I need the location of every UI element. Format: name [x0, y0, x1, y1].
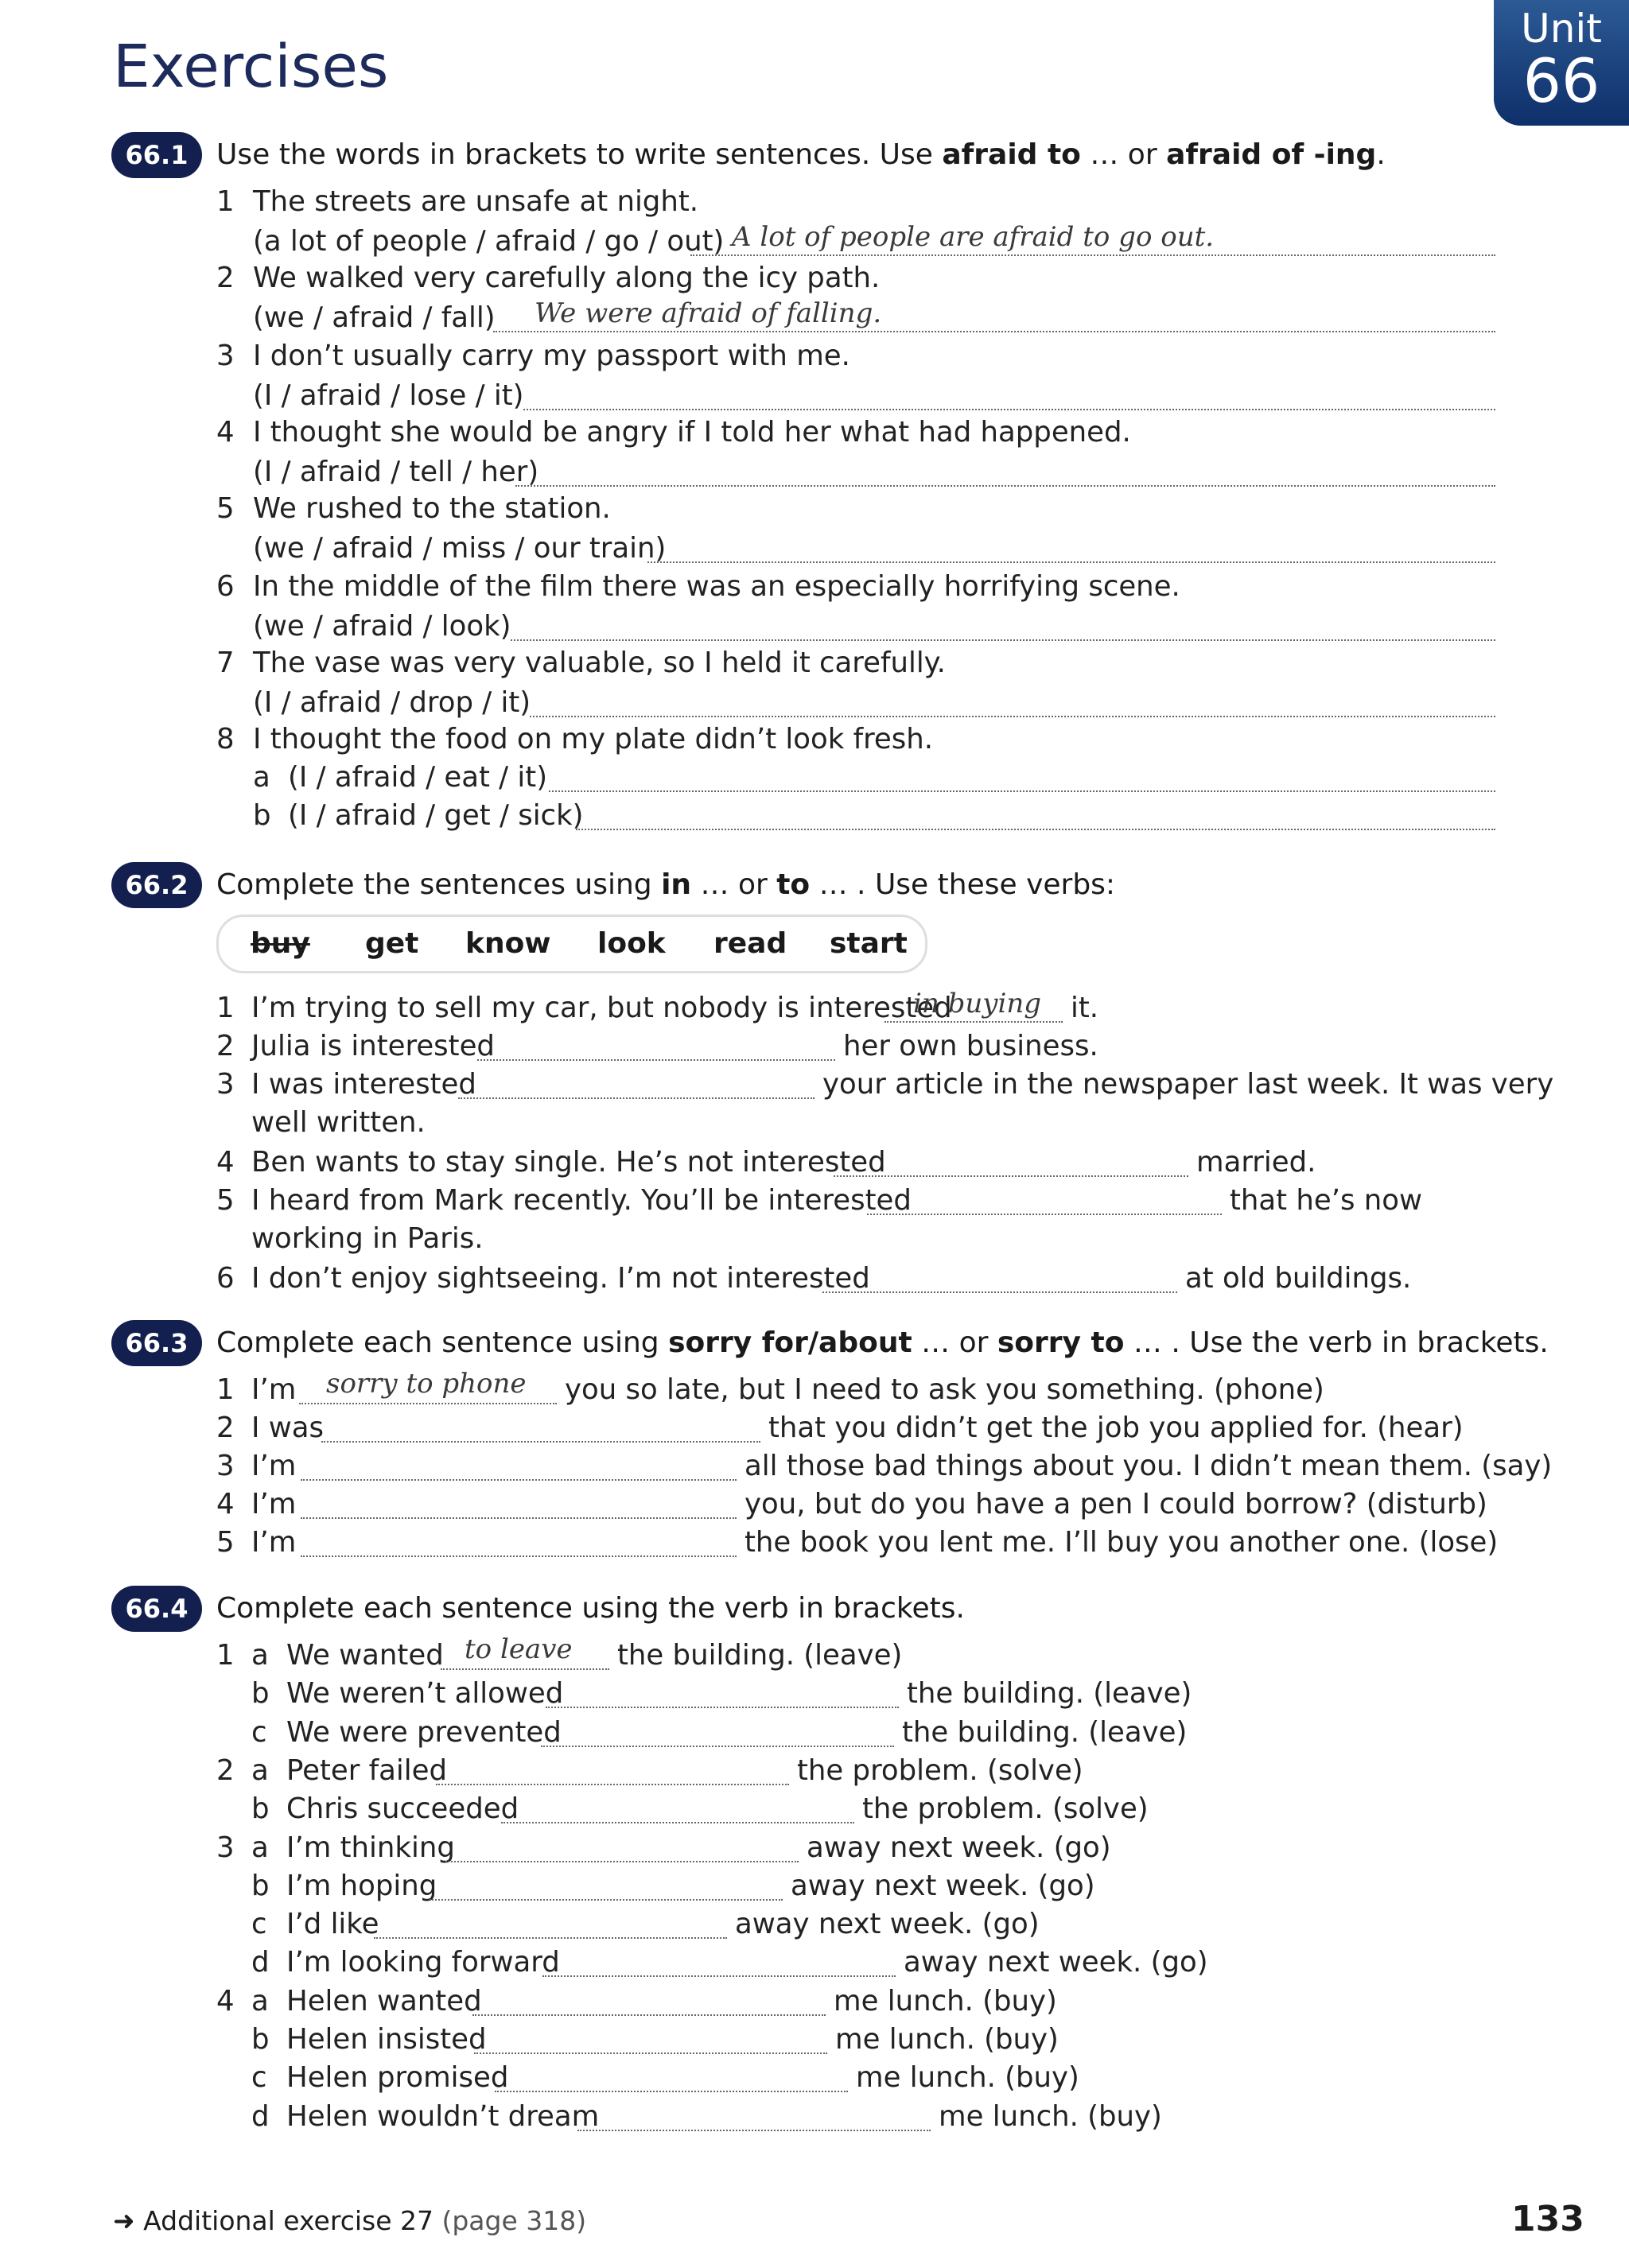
sentence-start: Helen wanted [286, 1985, 482, 2018]
page-title: Exercises [113, 33, 389, 101]
item-number: 7 [216, 647, 235, 679]
heading-keyword: to [776, 868, 811, 901]
item-sentence: I thought she would be angry if I told her what had happened. [253, 416, 1131, 449]
item-sentence: We rushed to the station. [253, 492, 611, 525]
item-prompt: (we / afraid / miss / our train) [253, 532, 667, 565]
sentence-end: me lunch. (buy) [835, 2023, 1059, 2056]
sentence-start: I’m [251, 1373, 297, 1406]
answer-line[interactable] [493, 331, 1495, 332]
item-number: 5 [216, 492, 235, 525]
answer-line[interactable] [445, 1861, 799, 1862]
sentence-start: We weren’t allowed [286, 1677, 564, 1710]
item-sentence: We walked very carefully along the icy path. [253, 262, 881, 294]
item-prompt: (we / afraid / look) [253, 610, 511, 643]
word-start: start [830, 927, 908, 960]
answer-line[interactable] [647, 561, 1495, 563]
heading-keyword: afraid to [942, 138, 1081, 171]
exercise-heading [216, 865, 1115, 905]
item-number: 8 [216, 723, 235, 755]
answer-line[interactable] [472, 2014, 826, 2016]
heading-text: … or [1080, 138, 1167, 171]
sub-item-letter: c [251, 1908, 267, 1940]
sub-item-letter: a [251, 1754, 269, 1787]
sentence-start: I’m [251, 1526, 297, 1559]
sub-item-letter: a [251, 1831, 269, 1864]
heading-text: Complete each sentence using [216, 1326, 669, 1359]
item-number: 2 [216, 1412, 235, 1444]
item-number: 3 [216, 340, 235, 372]
answer-line[interactable] [511, 639, 1495, 641]
answer-line[interactable] [441, 1668, 609, 1670]
item-prompt: (we / afraid / fall) [253, 301, 496, 334]
answer-line[interactable] [495, 2091, 848, 2092]
sentence-start: I’m thinking [286, 1831, 455, 1864]
sub-item-letter: a [253, 761, 270, 794]
sub-item-letter: c [251, 2061, 267, 2094]
answer-line[interactable] [834, 1175, 1188, 1177]
word-read: read [713, 927, 787, 960]
sentence-end: her own business. [843, 1030, 1098, 1062]
handwritten-answer: in buying [913, 988, 1041, 1019]
answer-line[interactable] [501, 1822, 854, 1823]
answer-line[interactable] [542, 1975, 896, 1977]
answer-line[interactable] [576, 829, 1495, 830]
sentence-end: your article in the newspaper last week. It was very [822, 1068, 1554, 1101]
page-number: 133 [1511, 2199, 1584, 2239]
word-buy-crossed: buy [251, 927, 310, 960]
sentence-end: away next week. (go) [791, 1870, 1095, 1902]
answer-line[interactable] [477, 1059, 835, 1061]
answer-line[interactable] [374, 1937, 727, 1939]
sentence-start: I don’t enjoy sightseeing. I’m not interested [251, 1262, 870, 1295]
sentence-end: me lunch. (buy) [856, 2061, 1079, 2094]
heading-keyword: sorry for/about [668, 1326, 912, 1359]
sentence-end: the problem. (solve) [862, 1792, 1149, 1825]
sentence-start: I was interested [251, 1068, 476, 1101]
handwritten-answer: We were afraid of falling. [535, 297, 882, 329]
item-number: 4 [216, 1488, 235, 1520]
sentence-continuation: well written. [251, 1106, 426, 1139]
sentence-end: me lunch. (buy) [939, 2100, 1162, 2133]
sentence-start: Helen wouldn’t dream [286, 2100, 600, 2133]
answer-line[interactable] [867, 1214, 1222, 1215]
heading-text: Complete each sentence using the verb in brackets. [216, 1592, 965, 1625]
answer-line[interactable] [301, 1517, 737, 1519]
unit-label: Unit [1521, 6, 1602, 52]
sentence-end: you, but do you have a pen I could borrow? (disturb) [745, 1488, 1487, 1520]
sentence-end: away next week. (go) [904, 1946, 1208, 1979]
footer-page-ref: (page 318) [441, 2205, 587, 2236]
sentence-start: Helen insisted [286, 2023, 487, 2056]
answer-line[interactable] [530, 716, 1495, 717]
heading-text: Use the words in brackets to write sentences. Use [216, 138, 943, 171]
sentence-start: I’d like [286, 1908, 379, 1940]
item-sentence: The vase was very valuable, so I held it carefully. [253, 647, 946, 679]
verb-word-box [216, 915, 927, 973]
sentence-start: I’m [251, 1450, 297, 1482]
sentence-continuation: working in Paris. [251, 1222, 484, 1255]
item-number: 1 [216, 1373, 235, 1406]
heading-keyword: in [661, 868, 692, 901]
item-prompt: (I / afraid / tell / her) [253, 456, 539, 488]
sub-item-letter: b [251, 2023, 270, 2056]
item-sentence: I thought the food on my plate didn’t look fresh. [253, 723, 933, 755]
item-number: 2 [216, 262, 235, 294]
item-prompt: (I / afraid / lose / it) [253, 379, 524, 412]
sentence-start: I’m hoping [286, 1870, 437, 1902]
item-prompt: (I / afraid / eat / it) [288, 761, 548, 794]
sub-item-letter: b [251, 1792, 270, 1825]
sentence-start: I heard from Mark recently. You’ll be interested [251, 1184, 912, 1217]
sentence-end: the book you lent me. I’ll buy you another one. (lose) [745, 1526, 1499, 1559]
sub-item-letter: b [253, 799, 271, 832]
sentence-start: I’m looking forward [286, 1946, 560, 1979]
sentence-end: the building. (leave) [907, 1677, 1192, 1710]
item-number: 4 [216, 1985, 235, 2018]
item-prompt: (I / afraid / drop / it) [253, 686, 531, 719]
answer-line[interactable] [458, 1097, 814, 1099]
item-number: 4 [216, 1146, 235, 1179]
answer-line[interactable] [474, 2052, 827, 2054]
item-number: 6 [216, 570, 235, 603]
sentence-end: married. [1196, 1146, 1316, 1179]
sub-item-letter: b [251, 1870, 270, 1902]
answer-line[interactable] [884, 1021, 1063, 1023]
sentence-end: away next week. (go) [735, 1908, 1040, 1940]
item-number: 2 [216, 1030, 235, 1062]
sentence-end: me lunch. (buy) [834, 1985, 1057, 2018]
answer-line[interactable] [577, 2130, 931, 2131]
answer-line[interactable] [299, 1403, 557, 1404]
sentence-start: Chris succeeded [286, 1792, 519, 1825]
sentence-start: I was [251, 1412, 325, 1444]
exercise-badge: 66.3 [111, 1320, 202, 1366]
arrow-right-icon: ➜ [113, 2205, 135, 2236]
sentence-end: the building. (leave) [902, 1716, 1188, 1749]
sentence-start: We were prevented [286, 1716, 562, 1749]
sentence-end: that he’s now [1230, 1184, 1423, 1217]
answer-line[interactable] [541, 1746, 894, 1747]
sentence-end: the problem. (solve) [797, 1754, 1083, 1787]
item-number: 4 [216, 416, 235, 449]
additional-exercise-link[interactable] [113, 2203, 586, 2239]
sub-item-letter: c [251, 1716, 267, 1749]
item-number: 6 [216, 1262, 235, 1295]
answer-line[interactable] [515, 485, 1495, 487]
exercise-heading [216, 1323, 1549, 1363]
heading-text: Complete the sentences using [216, 868, 662, 901]
item-number: 2 [216, 1754, 235, 1787]
sentence-end: that you didn’t get the job you applied for. (hear) [768, 1412, 1464, 1444]
item-number: 3 [216, 1831, 235, 1864]
heading-text: … or [691, 868, 777, 901]
exercise-badge: 66.1 [111, 132, 202, 178]
sub-item-letter: a [251, 1639, 269, 1672]
word-know: know [465, 927, 551, 960]
item-prompt: (I / afraid / get / sick) [288, 799, 584, 832]
handwritten-answer: to leave [465, 1633, 573, 1665]
exercise-heading [216, 135, 1386, 175]
sub-item-letter: a [251, 1985, 269, 2018]
heading-keyword: sorry to [997, 1326, 1125, 1359]
unit-tab [1494, 0, 1629, 126]
exercise-heading [216, 1589, 965, 1629]
exercise-badge: 66.4 [111, 1586, 202, 1632]
heading-text: . [1376, 138, 1386, 171]
answer-line[interactable] [523, 409, 1495, 410]
sentence-end: you so late, but I need to ask you something. (phone) [565, 1373, 1324, 1406]
item-number: 1 [216, 1639, 235, 1672]
sentence-start: Ben wants to stay single. He’s not interested [251, 1146, 886, 1179]
sentence-start: I’m trying to sell my car, but nobody is interested [251, 992, 952, 1024]
heading-text: … . Use the verb in brackets. [1124, 1326, 1549, 1359]
exercise-badge: 66.2 [111, 862, 202, 908]
answer-line[interactable] [301, 1479, 737, 1481]
answer-line[interactable] [436, 1784, 789, 1785]
item-number: 3 [216, 1450, 235, 1482]
sentence-start: I’m [251, 1488, 297, 1520]
heading-text: … . Use these verbs: [810, 868, 1116, 901]
item-sentence: In the middle of the film there was an especially horrifying scene. [253, 570, 1180, 603]
item-number: 3 [216, 1068, 235, 1101]
heading-keyword: afraid of -ing [1166, 138, 1377, 171]
sentence-end: the building. (leave) [617, 1639, 903, 1672]
sub-item-letter: d [251, 2100, 270, 2133]
unit-number: 66 [1522, 45, 1600, 116]
sentence-start: Peter failed [286, 1754, 447, 1787]
sentence-start: Julia is interested [251, 1030, 495, 1062]
sentence-end: away next week. (go) [807, 1831, 1111, 1864]
item-sentence: I don’t usually carry my passport with me. [253, 340, 850, 372]
item-sentence: The streets are unsafe at night. [253, 185, 699, 218]
sentence-end: all those bad things about you. I didn’t mean them. (say) [745, 1450, 1553, 1482]
sentence-end: it. [1071, 992, 1099, 1024]
answer-line[interactable] [690, 254, 1495, 256]
sub-item-letter: d [251, 1946, 270, 1979]
answer-line[interactable] [822, 1291, 1177, 1293]
answer-line[interactable] [301, 1555, 737, 1557]
answer-line[interactable] [321, 1441, 760, 1443]
item-number: 1 [216, 185, 235, 218]
handwritten-answer: sorry to phone [326, 1368, 527, 1400]
handwritten-answer: A lot of people are afraid to go out. [732, 221, 1215, 253]
word-get: get [365, 927, 419, 960]
word-look: look [597, 927, 666, 960]
answer-line[interactable] [430, 1899, 783, 1901]
sub-item-letter: b [251, 1677, 270, 1710]
sentence-start: Helen promised [286, 2061, 509, 2094]
footer-link-text: Additional exercise 27 [143, 2205, 433, 2236]
item-number: 5 [216, 1184, 235, 1217]
answer-line[interactable] [549, 790, 1495, 792]
answer-line[interactable] [546, 1707, 899, 1708]
item-number: 1 [216, 992, 235, 1024]
heading-text: … or [912, 1326, 997, 1359]
sentence-start: We wanted [286, 1639, 444, 1672]
sentence-end: at old buildings. [1185, 1262, 1412, 1295]
item-prompt: (a lot of people / afraid / go / out) [253, 225, 725, 258]
item-number: 5 [216, 1526, 235, 1559]
